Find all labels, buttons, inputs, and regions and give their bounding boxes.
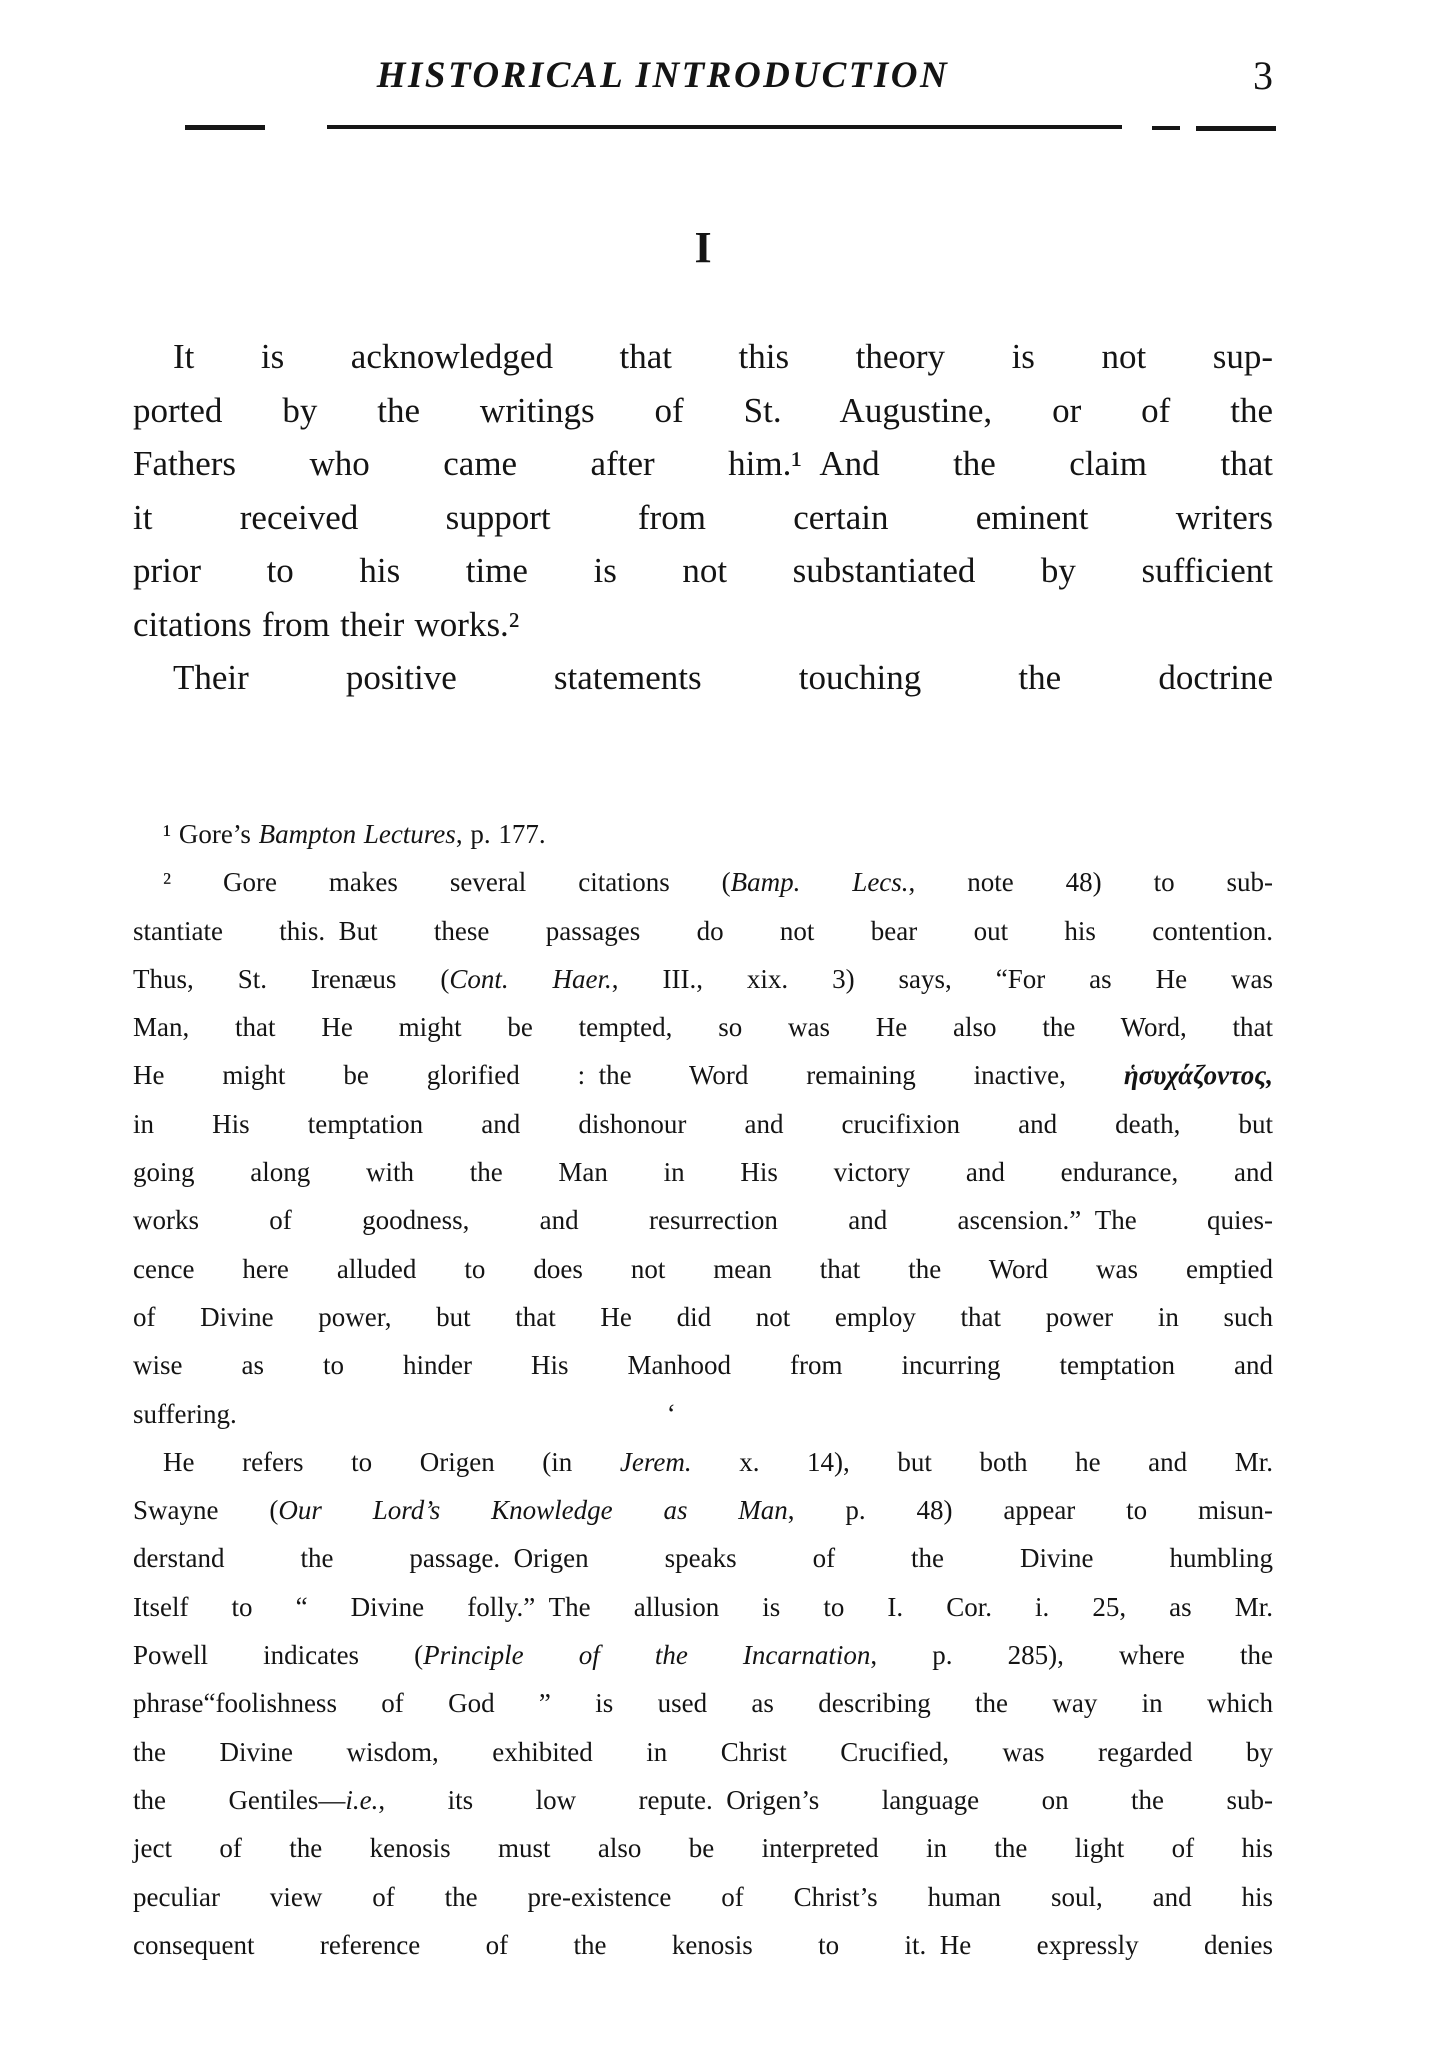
text-line	[133, 491, 1273, 545]
text-segment: , p. 48) appear to misun-	[787, 1495, 1274, 1526]
text-segment: going along with the Man in His victory and endurance, and	[133, 1157, 1273, 1188]
text-segment: the Gentiles—	[133, 1784, 346, 1815]
text-segment: Itself to “ Divine folly.” The allusion is to I. Cor. i. 25, as Mr.	[133, 1591, 1273, 1622]
text-segment: He might be glorified : the Word remaining inactive,	[133, 1060, 1124, 1091]
text-segment: works of goodness, and resurrection and ascension.” The quies-	[133, 1205, 1273, 1236]
text-line	[133, 1583, 1273, 1631]
text-segment: in His temptation and dishonour and crucifixion and death, but	[133, 1108, 1273, 1139]
text-segment: , p. 177.	[455, 819, 546, 849]
text-segment: Their positive statements touching the doctrine	[173, 658, 1273, 697]
text-segment: Swayne (	[133, 1495, 279, 1526]
text-segment: Powell indicates (	[133, 1640, 424, 1671]
rule-segment	[185, 125, 265, 130]
text-segment: peculiar view of the pre-existence of Christ’s human soul, and his	[133, 1881, 1273, 1912]
text-segment: Bampton Lectures	[258, 819, 456, 849]
text-segment: ‘	[666, 1398, 676, 1429]
text-line	[133, 1824, 1273, 1872]
text-segment: cence here alluded to does not mean that the Word was emptied	[133, 1253, 1273, 1284]
text-segment: x. 14), but both he and Mr.	[691, 1446, 1273, 1477]
text-segment: the Divine wisdom, exhibited in Christ Crucified, was regarded by	[133, 1736, 1273, 1767]
running-title: HISTORICAL INTRODUCTION	[376, 55, 950, 96]
header-rule	[185, 124, 1276, 130]
text-segment: Man, that He might be tempted, so was He also the Word, that	[133, 1012, 1273, 1043]
text-line	[133, 1631, 1273, 1679]
text-line	[133, 955, 1273, 1003]
text-line	[133, 1486, 1273, 1534]
text-line	[133, 651, 1273, 705]
text-line	[133, 1341, 1273, 1389]
text-line	[133, 1534, 1273, 1582]
rule-segment	[1196, 126, 1276, 131]
text-segment: , its low repute. Origen’s language on the sub-	[378, 1784, 1273, 1815]
text-line	[133, 1776, 1273, 1824]
text-line	[133, 1921, 1273, 1969]
text-segment: consequent reference of the kenosis to it. He expressly denies	[133, 1929, 1273, 1960]
text-line	[133, 1728, 1273, 1776]
text-segment: Bamp. Lecs.	[730, 867, 909, 898]
rule-segment	[327, 125, 1122, 129]
text-segment: i.e.	[345, 1784, 379, 1815]
text-segment: It is acknowledged that this theory is not sup-	[173, 337, 1273, 376]
text-segment: Jerem.	[619, 1446, 692, 1477]
text-line	[133, 1873, 1273, 1921]
text-line	[133, 1148, 1273, 1196]
text-segment: of Divine power, but that He did not employ that power in such	[133, 1301, 1273, 1332]
text-segment: ἡσυχάζοντος,	[1123, 1060, 1273, 1091]
page-number: 3	[1253, 53, 1273, 98]
text-line	[133, 1003, 1273, 1051]
text-segment: Our Lord’s Knowledge as Man	[278, 1495, 788, 1526]
text-segment: derstand the passage. Origen speaks of the Divine humbling	[133, 1543, 1273, 1574]
text-segment: phrase“foolishness of God ” is used as describing the way in which	[133, 1688, 1273, 1719]
text-segment: suffering.	[133, 1398, 237, 1429]
text-segment: , p. 285), where the	[870, 1640, 1273, 1671]
text-segment: ¹ Gore’s	[163, 819, 259, 849]
text-line	[133, 544, 1273, 598]
text-line	[133, 330, 1273, 384]
page-header	[133, 54, 1273, 118]
text-line	[133, 1438, 1273, 1486]
text-line	[133, 1293, 1273, 1341]
text-line	[133, 1679, 1273, 1727]
text-segment: it received support from certain eminent writers	[133, 497, 1273, 537]
text-line	[133, 858, 1273, 906]
text-segment: citations from their works.²	[133, 604, 520, 644]
main-text	[133, 330, 1273, 705]
text-line	[133, 384, 1273, 438]
section-heading: I	[694, 223, 712, 272]
text-line	[133, 598, 1273, 652]
text-segment: Thus, St. Irenæus (	[133, 963, 450, 994]
rule-segment	[1152, 126, 1180, 130]
text-segment: , III., xix. 3) says, “For as He was	[611, 963, 1273, 994]
text-segment: wise as to hinder His Manhood from incurring temptation and	[133, 1350, 1273, 1381]
text-segment: Fathers who came after him.¹ And the claim that	[133, 444, 1273, 483]
text-line	[133, 1051, 1273, 1099]
text-line	[133, 1196, 1273, 1244]
text-line	[133, 810, 1273, 858]
text-line	[133, 1390, 1273, 1438]
footnotes	[133, 810, 1273, 1969]
text-segment: ported by the writings of St. Augustine, or of the	[133, 390, 1273, 430]
text-line	[133, 907, 1273, 955]
text-line	[133, 1245, 1273, 1293]
text-line	[133, 437, 1273, 491]
text-segment: He refers to Origen (in	[163, 1446, 620, 1477]
text-segment: Cont. Haer.	[449, 963, 612, 994]
text-segment: , note 48) to sub-	[908, 867, 1273, 898]
text-segment: stantiate this. But these passages do not bear out his contention.	[133, 915, 1273, 946]
text-segment: ject of the kenosis must also be interpreted in the light of his	[133, 1833, 1273, 1864]
text-segment: Principle of the Incarnation	[423, 1640, 871, 1671]
text-line	[133, 1100, 1273, 1148]
text-segment: prior to his time is not substantiated by sufficient	[133, 551, 1273, 590]
text-segment: ² Gore makes several citations (	[163, 867, 731, 898]
